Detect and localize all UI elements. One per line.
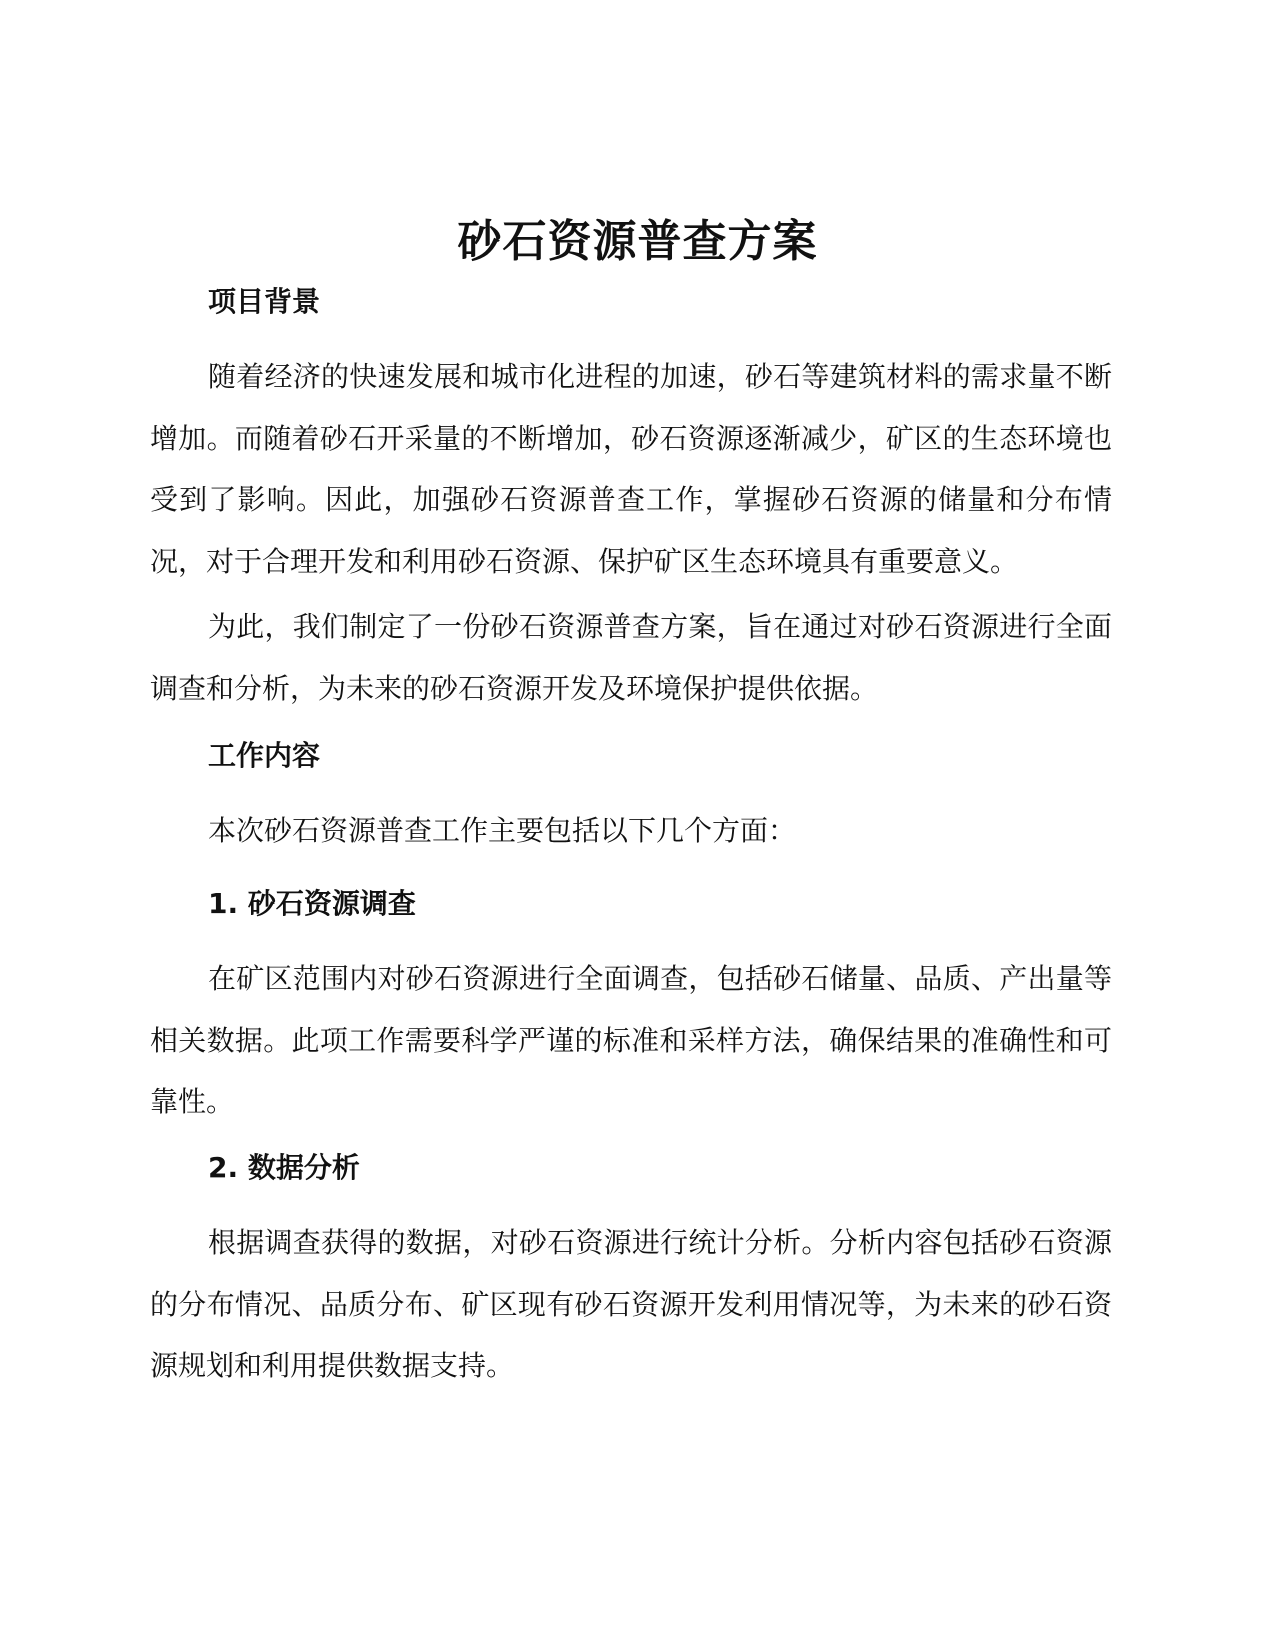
section-heading-background: 项目背景 bbox=[208, 285, 321, 318]
analysis-paragraph: 根据调查获得的数据，对砂石资源进行统计分析。分析内容包括砂石资源的分布情况、品质分布、矿区现有砂石资源开发利用情况等，为未来的砂石资源规划和利用提供数据支持。 bbox=[150, 1226, 1112, 1382]
work-intro-paragraph: 本次砂石资源普查工作主要包括以下几个方面： bbox=[208, 814, 797, 847]
item-heading-analysis: 2. 数据分析 bbox=[208, 1151, 360, 1184]
page-title: 砂石资源普查方案 bbox=[457, 216, 818, 267]
survey-paragraph: 在矿区范围内对砂石资源进行全面调查，包括砂石储量、品质、产出量等相关数据。此项工作需要科学严谨的标准和采样方法，确保结果的准确性和可靠性。 bbox=[150, 962, 1112, 1118]
section-heading-work: 工作内容 bbox=[208, 739, 321, 772]
item-heading-survey: 1. 砂石资源调查 bbox=[208, 887, 416, 920]
background-paragraph-2: 为此，我们制定了一份砂石资源普查方案，旨在通过对砂石资源进行全面调查和分析，为未来的砂石资源开发及环境保护提供依据。 bbox=[150, 610, 1112, 705]
background-paragraph-1: 随着经济的快速发展和城市化进程的加速，砂石等建筑材料的需求量不断增加。而随着砂石开采量的不断增加，砂石资源逐渐减少，矿区的生态环境也受到了影响。因此，加强砂石资源普查工作，掌握砂石资源的储量和分布情况，对于合理开发和利用砂石资源、保护矿区生态环境具有重要意义。 bbox=[150, 360, 1112, 578]
